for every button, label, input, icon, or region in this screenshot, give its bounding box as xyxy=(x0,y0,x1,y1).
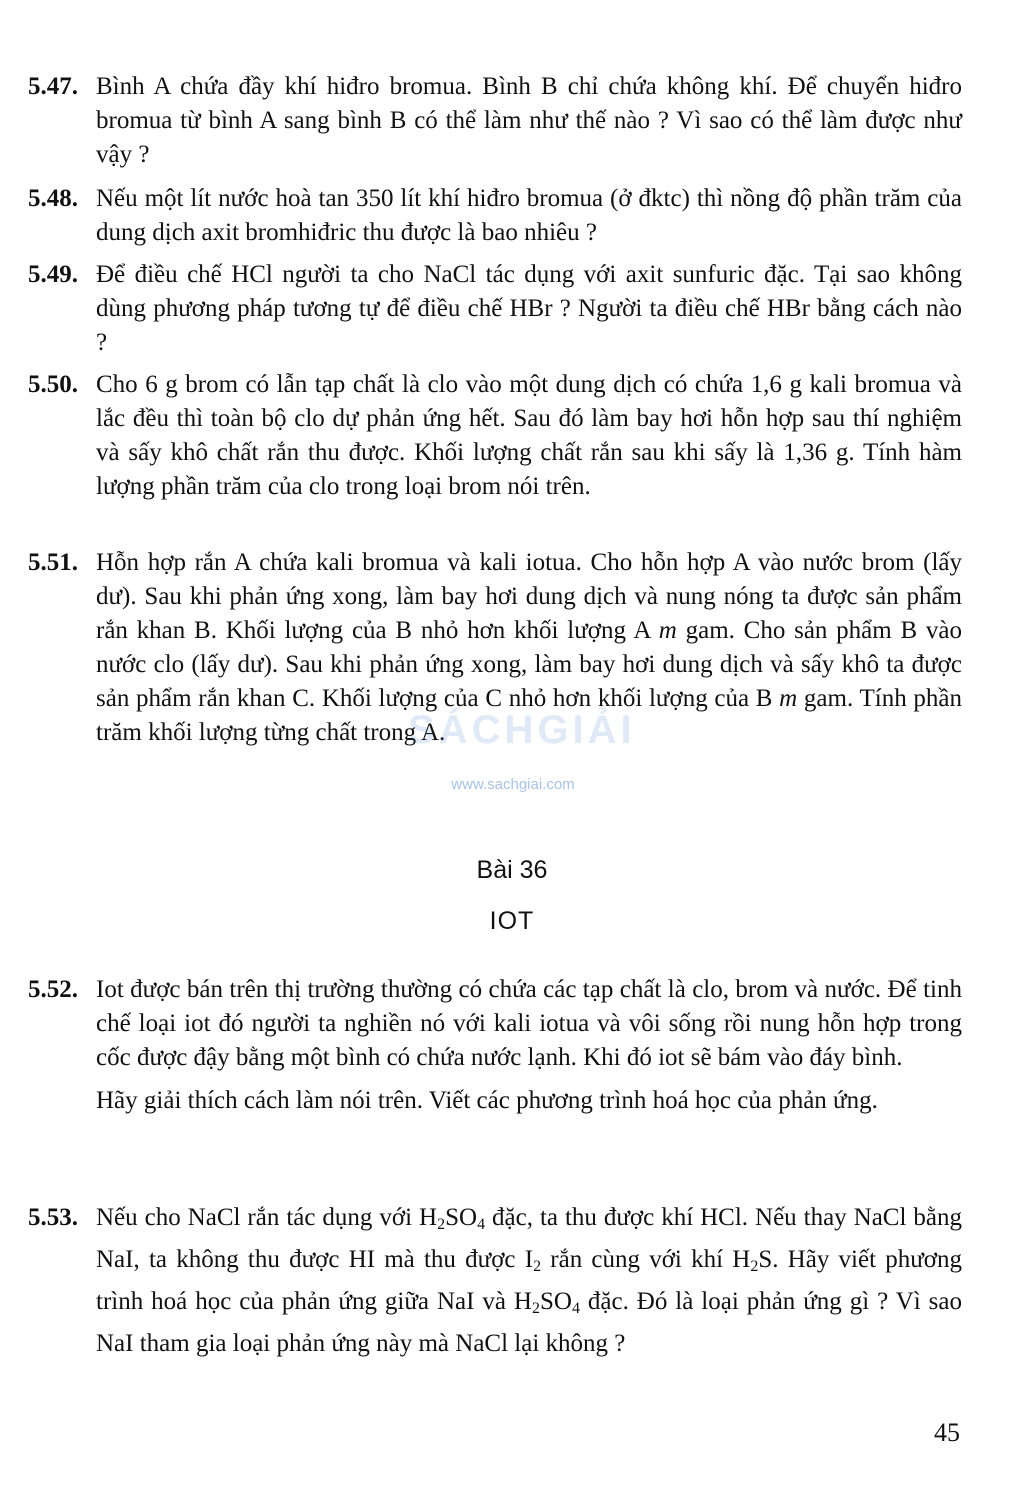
problem-5-53 xyxy=(28,1197,962,1365)
text-segment: đặc. Đó là loại phản ứng gì ? Vì sao NaI tham gia loại phản ứng này mà NaCl lại không ? xyxy=(96,1288,962,1357)
text-segment: gam. Tính phần trăm khối lượng từng chất trong A. xyxy=(96,685,962,746)
problem-number: 5.53. xyxy=(28,1204,78,1231)
subscript: 2 xyxy=(750,1258,759,1275)
variable-m: m xyxy=(658,617,677,644)
problem-5-50 xyxy=(28,368,962,504)
text-segment: Hỗn hợp rắn A chứa kali bromua và kali iotua. Cho hỗn hợp A vào nước brom (lấy dư). Sau khi phản ứng xong, làm bay hơi dung dịch và nung nóng ta được sản phẩm rắn khan B. Khối lượng của B nhỏ hơn khối lượng A xyxy=(96,549,962,644)
subscript: 2 xyxy=(437,1216,446,1233)
problem-text: Nếu một lít nước hoà tan 350 lít khí hiđro bromua (ở đktc) thì nồng độ phần trăm của dung dịch axit bromhiđric thu được là bao nhiêu ? xyxy=(96,185,962,246)
problem-number: 5.50. xyxy=(28,371,78,398)
subscript: 2 xyxy=(531,1300,540,1317)
problem-text: Iot được bán trên thị trường thường có chứa các tạp chất là clo, brom và nước. Để tinh chế loại iot đó người ta nghiền nó với kali iotua và vôi sống rồi nung hỗn hợp trong cốc được đậy bằng một bình có chứa nước lạnh. Khi đó iot sẽ bám vào đáy bình. xyxy=(96,976,962,1071)
problem-number: 5.48. xyxy=(28,185,78,212)
subscript: 4 xyxy=(571,1300,580,1317)
subscript: 2 xyxy=(533,1258,542,1275)
text-segment: Nếu cho NaCl rắn tác dụng với H xyxy=(96,1204,438,1231)
text-segment: S. Hãy viết phương trình hoá học của phản ứng giữa NaI và H xyxy=(96,1246,963,1315)
problem-number: 5.52. xyxy=(28,976,78,1003)
text-segment: rắn cùng với khí H xyxy=(541,1246,751,1273)
problem-text: Để điều chế HCl người ta cho NaCl tác dụng với axit sunfuric đặc. Tại sao không dùng phương pháp tương tự để điều chế HBr ? Người ta điều chế HBr bằng cách nào ? xyxy=(96,261,962,356)
text-segment: SO xyxy=(445,1204,478,1231)
variable-m: m xyxy=(779,685,798,712)
problem-text: Hãy giải thích cách làm nói trên. Viết các phương trình hoá học của phản ứng. xyxy=(96,1087,878,1114)
problem-number: 5.51. xyxy=(28,549,78,576)
problem-5-48 xyxy=(28,182,962,250)
watermark-url: www.sachgiai.com xyxy=(451,776,575,793)
problem-5-51 xyxy=(28,546,962,750)
problem-5-52 xyxy=(28,973,962,1118)
problem-text xyxy=(96,1197,962,1365)
text-segment: SO xyxy=(539,1288,572,1315)
problem-text xyxy=(96,546,962,750)
subscript: 4 xyxy=(477,1216,486,1233)
problem-number: 5.49. xyxy=(28,261,78,288)
page-number: 45 xyxy=(934,1418,960,1447)
text-segment: đặc, ta thu được khí HCl. Nếu thay NaCl bằng NaI, ta không thu được HI mà thu được I xyxy=(96,1204,962,1273)
watermark-logo: SÁCHGIẢI xyxy=(408,708,636,752)
problem-5-47 xyxy=(28,70,962,172)
problem-5-49 xyxy=(28,258,962,360)
text-segment: gam. Cho sản phẩm B vào nước clo (lấy dư). Sau khi phản ứng xong, làm bay hơi dung dịch và sấy khô ta được sản phẩm rắn khan C. Khối lượng của C nhỏ hơn khối lượng của B xyxy=(96,617,963,712)
lesson-label: Bài 36 xyxy=(476,856,548,884)
problem-text: Bình A chứa đầy khí hiđro bromua. Bình B chỉ chứa không khí. Để chuyển hiđro bromua từ bình A sang bình B có thể làm như thế nào ? Vì sao có thể làm được như vậy ? xyxy=(96,73,962,168)
problem-number: 5.47. xyxy=(28,73,78,100)
lesson-title: IOT xyxy=(489,907,535,935)
problem-text: Cho 6 g brom có lẫn tạp chất là clo vào một dung dịch có chứa 1,6 g kali bromua và lắc đều thì toàn bộ clo dự phản ứng hết. Sau đó làm bay hơi hỗn hợp sau thí nghiệm và sấy khô chất rắn thu được. Khối lượng chất rắn sau khi sấy là 1,36 g. Tính hàm lượng phần trăm của clo trong loại brom nói trên. xyxy=(96,371,962,500)
